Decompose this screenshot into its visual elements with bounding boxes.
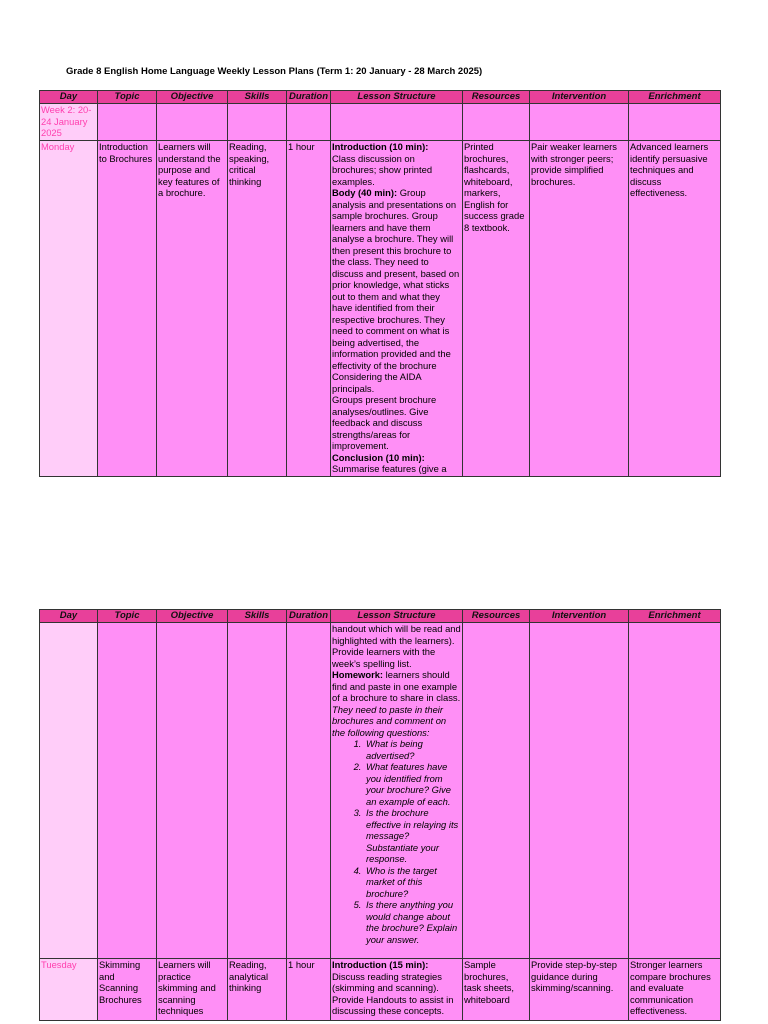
duration-cell: 1 hour bbox=[287, 141, 331, 477]
intervention-cell: Pair weaker learners with stronger peers; provide simplified brochures. bbox=[530, 141, 629, 477]
question-item: 3. Is the brochure effective in relaying its message? Substantiate your response. bbox=[364, 807, 461, 865]
table-row-monday-continued bbox=[40, 623, 721, 959]
body-text: Group analysis and presentations on sample brochures. Group learners and have them analyse a brochure. They will then present this brochure to the class. They need to discuss and present, based on prior knowledge, what sticks out to them and what they have identified from their respective brochures. They need to comment on what is being advertised, the information provided and the effectivity of the brochure Considering the AIDA principals. bbox=[332, 187, 460, 394]
intro-label: Introduction (15 min): bbox=[332, 959, 429, 970]
header-duration: Duration bbox=[287, 610, 331, 623]
header-intervention: Intervention bbox=[530, 610, 629, 623]
header-topic: Topic bbox=[98, 610, 157, 623]
objective-cell: Learners will understand the purpose and key features of a brochure. bbox=[157, 141, 228, 477]
topic-cell: Introduction to Brochures bbox=[98, 141, 157, 477]
lesson-plan-table-page-2 bbox=[39, 609, 721, 1021]
resources-cell: Sample brochures, task sheets, whiteboard bbox=[463, 959, 530, 1021]
question-item: 2. What features have you identified from your brochure? Give an example of each. bbox=[364, 761, 461, 807]
lesson-structure-cell bbox=[331, 959, 463, 1021]
conclusion-text: Summarise features (give a bbox=[332, 463, 447, 474]
homework-instruction: They need to paste in their brochures and comment on the following questions: bbox=[332, 703, 447, 738]
conclusion-label: Conclusion (10 min): bbox=[332, 451, 425, 463]
header-skills: Skills bbox=[228, 610, 287, 623]
question-item: 5. Is there anything you would change about the brochure? Explain your answer. bbox=[364, 899, 461, 945]
header-resources: Resources bbox=[463, 610, 530, 623]
topic-cell: Skimming and Scanning Brochures bbox=[98, 959, 157, 1021]
day-cell: Monday bbox=[40, 141, 98, 477]
intro-text: Class discussion on brochures; show printed examples. bbox=[332, 152, 433, 187]
lesson-structure-cell bbox=[331, 623, 463, 959]
header-topic: Topic bbox=[98, 91, 157, 104]
week-label: Week 2: 20-24 January 2025 bbox=[40, 104, 98, 141]
handout-text: handout which will be read and highlighted with the learners). Provide learners with the week’s spelling list. bbox=[332, 623, 461, 669]
table-header-row bbox=[40, 91, 721, 104]
question-item: 1. What is being advertised? bbox=[364, 738, 461, 761]
table-row-tuesday bbox=[40, 959, 721, 1021]
skills-cell: Reading, speaking, critical thinking bbox=[228, 141, 287, 477]
lesson-structure-cell bbox=[331, 141, 463, 477]
intro-label: Introduction (10 min): bbox=[332, 141, 429, 152]
intro-text: Discuss reading strategies (skimming and scanning). Provide Handouts to assist in discussing these concepts. bbox=[332, 970, 454, 1016]
resources-cell: Printed brochures, flashcards, whiteboard, markers, English for success grade 8 textbook. bbox=[463, 141, 530, 477]
header-resources: Resources bbox=[463, 91, 530, 104]
header-lesson-structure: Lesson Structure bbox=[331, 91, 463, 104]
table-row-monday bbox=[40, 141, 721, 477]
groups-text: Groups present brochure analyses/outlines. Give feedback and discuss strengths/areas for improvement. bbox=[332, 394, 437, 451]
header-skills: Skills bbox=[228, 91, 287, 104]
header-objective: Objective bbox=[157, 610, 228, 623]
skills-cell: Reading, analytical thinking bbox=[228, 959, 287, 1021]
duration-cell: 1 hour bbox=[287, 959, 331, 1021]
document-title: Grade 8 English Home Language Weekly Lesson Plans (Term 1: 20 January - 28 March 2025) bbox=[66, 66, 483, 77]
header-objective: Objective bbox=[157, 91, 228, 104]
header-day: Day bbox=[40, 610, 98, 623]
enrichment-cell: Stronger learners compare brochures and evaluate communication effectiveness. bbox=[629, 959, 721, 1021]
header-enrichment: Enrichment bbox=[629, 610, 721, 623]
objective-cell: Learners will practice skimming and scanning techniques bbox=[157, 959, 228, 1021]
day-cell: Tuesday bbox=[40, 959, 98, 1021]
enrichment-cell: Advanced learners identify persuasive techniques and discuss effectiveness. bbox=[629, 141, 721, 477]
header-duration: Duration bbox=[287, 91, 331, 104]
homework-questions bbox=[332, 738, 461, 945]
body-label: Body (40 min): bbox=[332, 187, 398, 198]
header-intervention: Intervention bbox=[530, 91, 629, 104]
header-day: Day bbox=[40, 91, 98, 104]
homework-text: learners should find and paste in one example of a brochure to share in class. bbox=[332, 669, 461, 703]
header-lesson-structure: Lesson Structure bbox=[331, 610, 463, 623]
table-header-row bbox=[40, 610, 721, 623]
lesson-plan-table-page-1 bbox=[39, 90, 721, 477]
question-item: 4. Who is the target market of this brochure? bbox=[364, 865, 461, 900]
header-enrichment: Enrichment bbox=[629, 91, 721, 104]
intervention-cell: Provide step-by-step guidance during skimming/scanning. bbox=[530, 959, 629, 1021]
homework-label: Homework: bbox=[332, 669, 384, 680]
week-row bbox=[40, 104, 721, 141]
